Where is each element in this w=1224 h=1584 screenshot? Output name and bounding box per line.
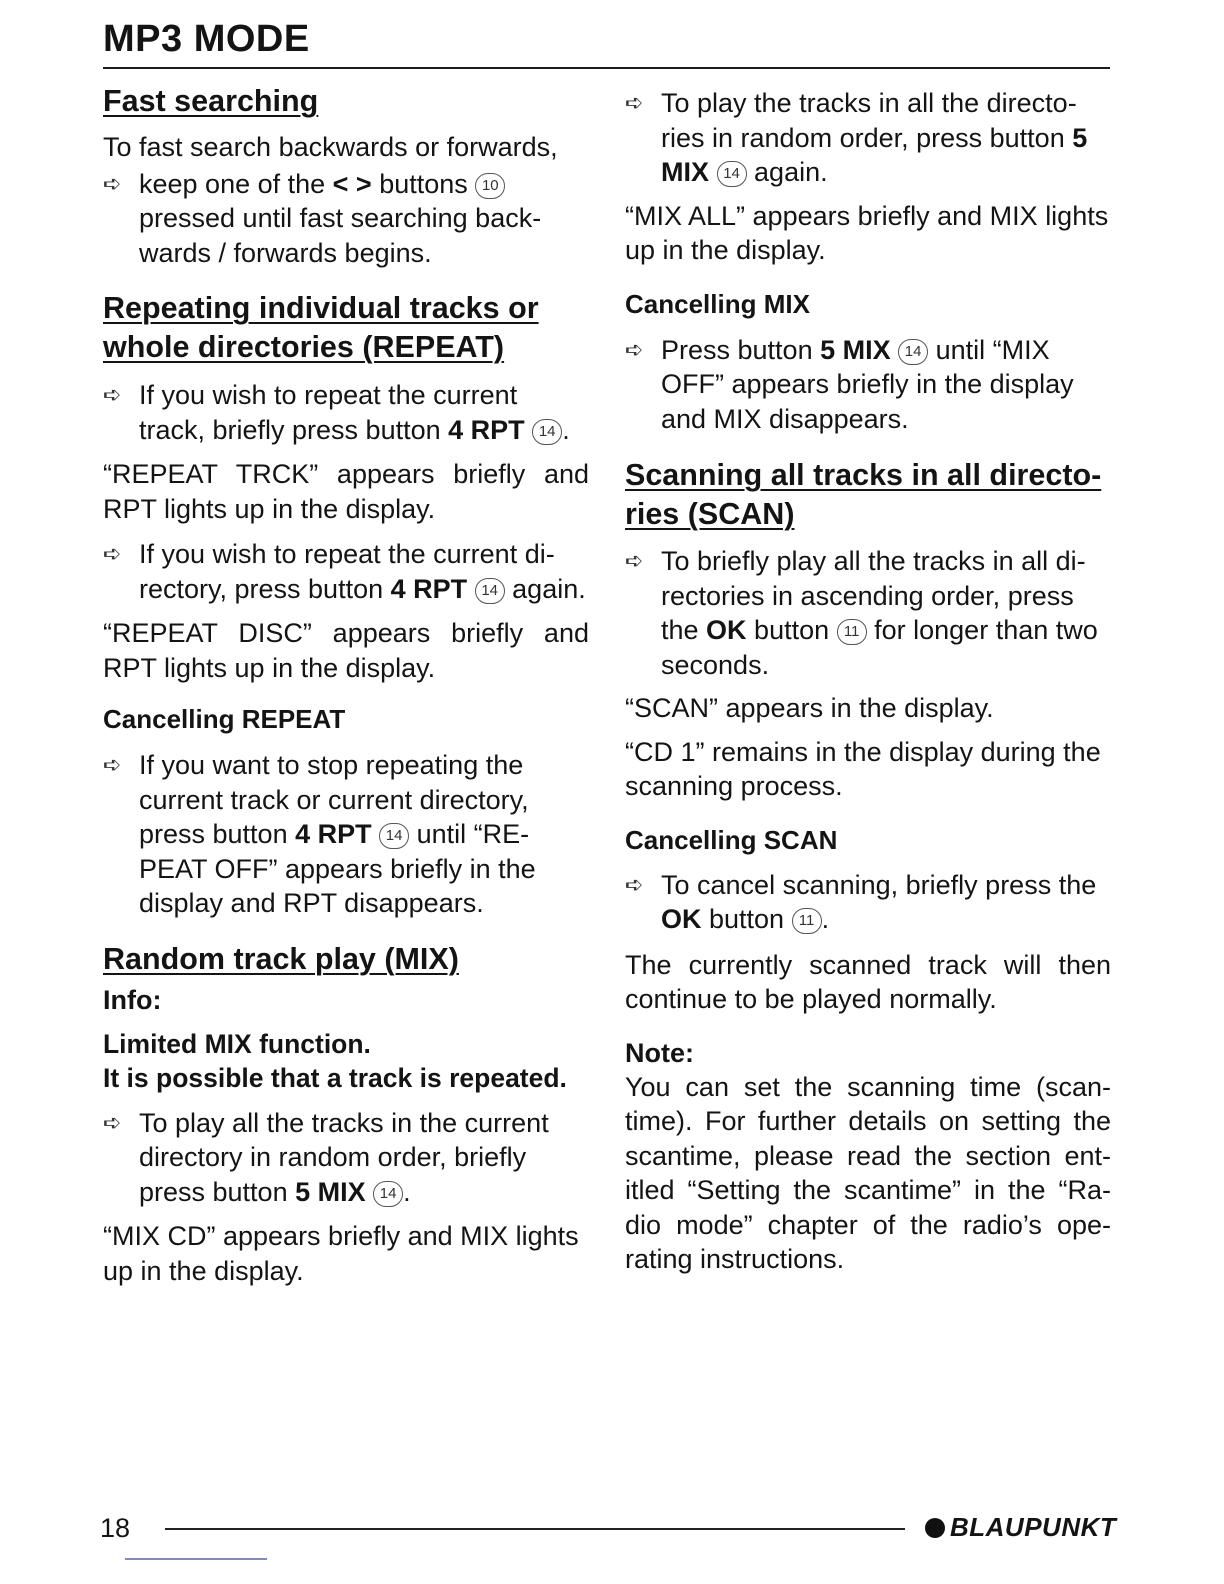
button-ref-badge: 11 [837,619,867,645]
info-label: Info: [103,984,162,1015]
paragraph: “SCAN” appears in the display. [625,693,994,723]
page-title: MP3 MODE [103,18,310,60]
button-ref-badge: 14 [717,161,747,187]
note-text: You can set the scanning time (scan- time). For further details on setting the scantime, please read the section ent- itled “Setting the scantime” in the “Ra- dio mode” chapter of the radio’s ope- rating instructions. [625,1071,1111,1274]
brand-dot-icon [925,1518,945,1538]
button-ref-badge: 14 [898,339,928,365]
arrow-right-icon: ➪ [625,548,644,573]
info-line: It is possible that a track is repeated. [103,1062,567,1093]
section-heading-scan: Scanning all tracks in all directo- ries (SCAN) [625,458,1102,531]
instruction-step [103,378,589,447]
step-text: To briefly play all the tracks in all di- rectories in ascending order, press the OK button 11 for longer than two seconds. [661,546,1098,680]
button-ref-badge: 11 [792,908,822,934]
arrow-right-icon: ➪ [103,382,122,407]
section-heading-random-play: Random track play (MIX) [103,941,459,976]
button-ref-badge: 14 [373,1181,403,1207]
paragraph: The currently scanned track will then continue to be played normally. [625,949,1111,1014]
info-line: Limited MIX function. [103,1028,371,1059]
arrow-right-icon: ➪ [103,1109,122,1135]
paragraph: To fast search backwards or forwards, [103,132,558,162]
step-text: To play all the tracks in the current directory in random order, briefly press button 5 MIX 14 . [139,1107,549,1207]
instruction-step [103,1106,589,1210]
button-ref-badge: 14 [532,419,562,445]
button-ref-badge: 14 [475,578,505,604]
left-column [103,82,589,1288]
subheading-cancelling-repeat: Cancelling REPEAT [103,704,346,734]
instruction-step [103,748,589,921]
subheading-cancelling-scan: Cancelling SCAN [625,824,838,855]
step-text: To play the tracks in all the directo- ries in random order, press button 5 MIX 14 again. [661,88,1088,187]
button-ref-badge: 10 [475,173,505,199]
section-heading-fast-searching: Fast searching [103,84,319,118]
page-number: 18 [100,1513,131,1543]
arrow-right-icon: ➪ [625,90,644,115]
arrow-right-icon: ➪ [103,170,122,196]
paragraph: “MIX CD” appears briefly and MIX lights up in the display. [103,1221,579,1286]
step-text: If you want to stop repeating the current track or current directory, press button 4 RPT 14 until “RE- PEAT OFF” appears briefly in the display and RPT disappears. [139,750,536,918]
title-rule [103,67,1110,69]
paragraph: “CD 1” remains in the display during the scanning process. [625,736,1101,801]
instruction-step [625,86,1111,190]
instruction-step [625,544,1111,682]
subheading-cancelling-mix: Cancelling MIX [625,288,810,319]
step-text: If you wish to repeat the current di- rectory, press button 4 RPT 14 again. [139,539,586,604]
arrow-right-icon: ➪ [103,752,122,777]
right-column [625,82,1111,1277]
paragraph: “REPEAT TRCK” appears briefly and RPT lights up in the display. [103,459,589,524]
step-text: To cancel scanning, briefly press the OK button 11 . [661,869,1097,934]
step-text: If you wish to repeat the current track, briefly press button 4 RPT 14 . [139,380,570,445]
brand-logo: BLAUPUNKT [950,1512,1117,1542]
button-ref-badge: 14 [379,823,409,849]
instruction-step [625,333,1111,437]
step-text: Press button 5 MIX 14 until “MIX OFF” appears briefly in the display and MIX disappears. [661,334,1074,434]
arrow-right-icon: ➪ [625,336,644,362]
step-text: keep one of the < > buttons 10 pressed until fast searching back- wards / forwards begins. [139,168,542,268]
instruction-step [103,537,589,606]
arrow-right-icon: ➪ [103,541,122,566]
section-heading-repeat: Repeating individual tracks or whole directories (REPEAT) [103,291,539,364]
note-label: Note: [625,1037,694,1068]
arrow-right-icon: ➪ [625,871,644,897]
paragraph: “REPEAT DISC” appears briefly and RPT lights up in the display. [103,618,589,683]
instruction-step [103,167,589,271]
instruction-step [625,868,1111,937]
footer-rule [165,1528,905,1530]
binding-line [125,1558,267,1560]
paragraph: “MIX ALL” appears briefly and MIX lights up in the display. [625,200,1109,265]
